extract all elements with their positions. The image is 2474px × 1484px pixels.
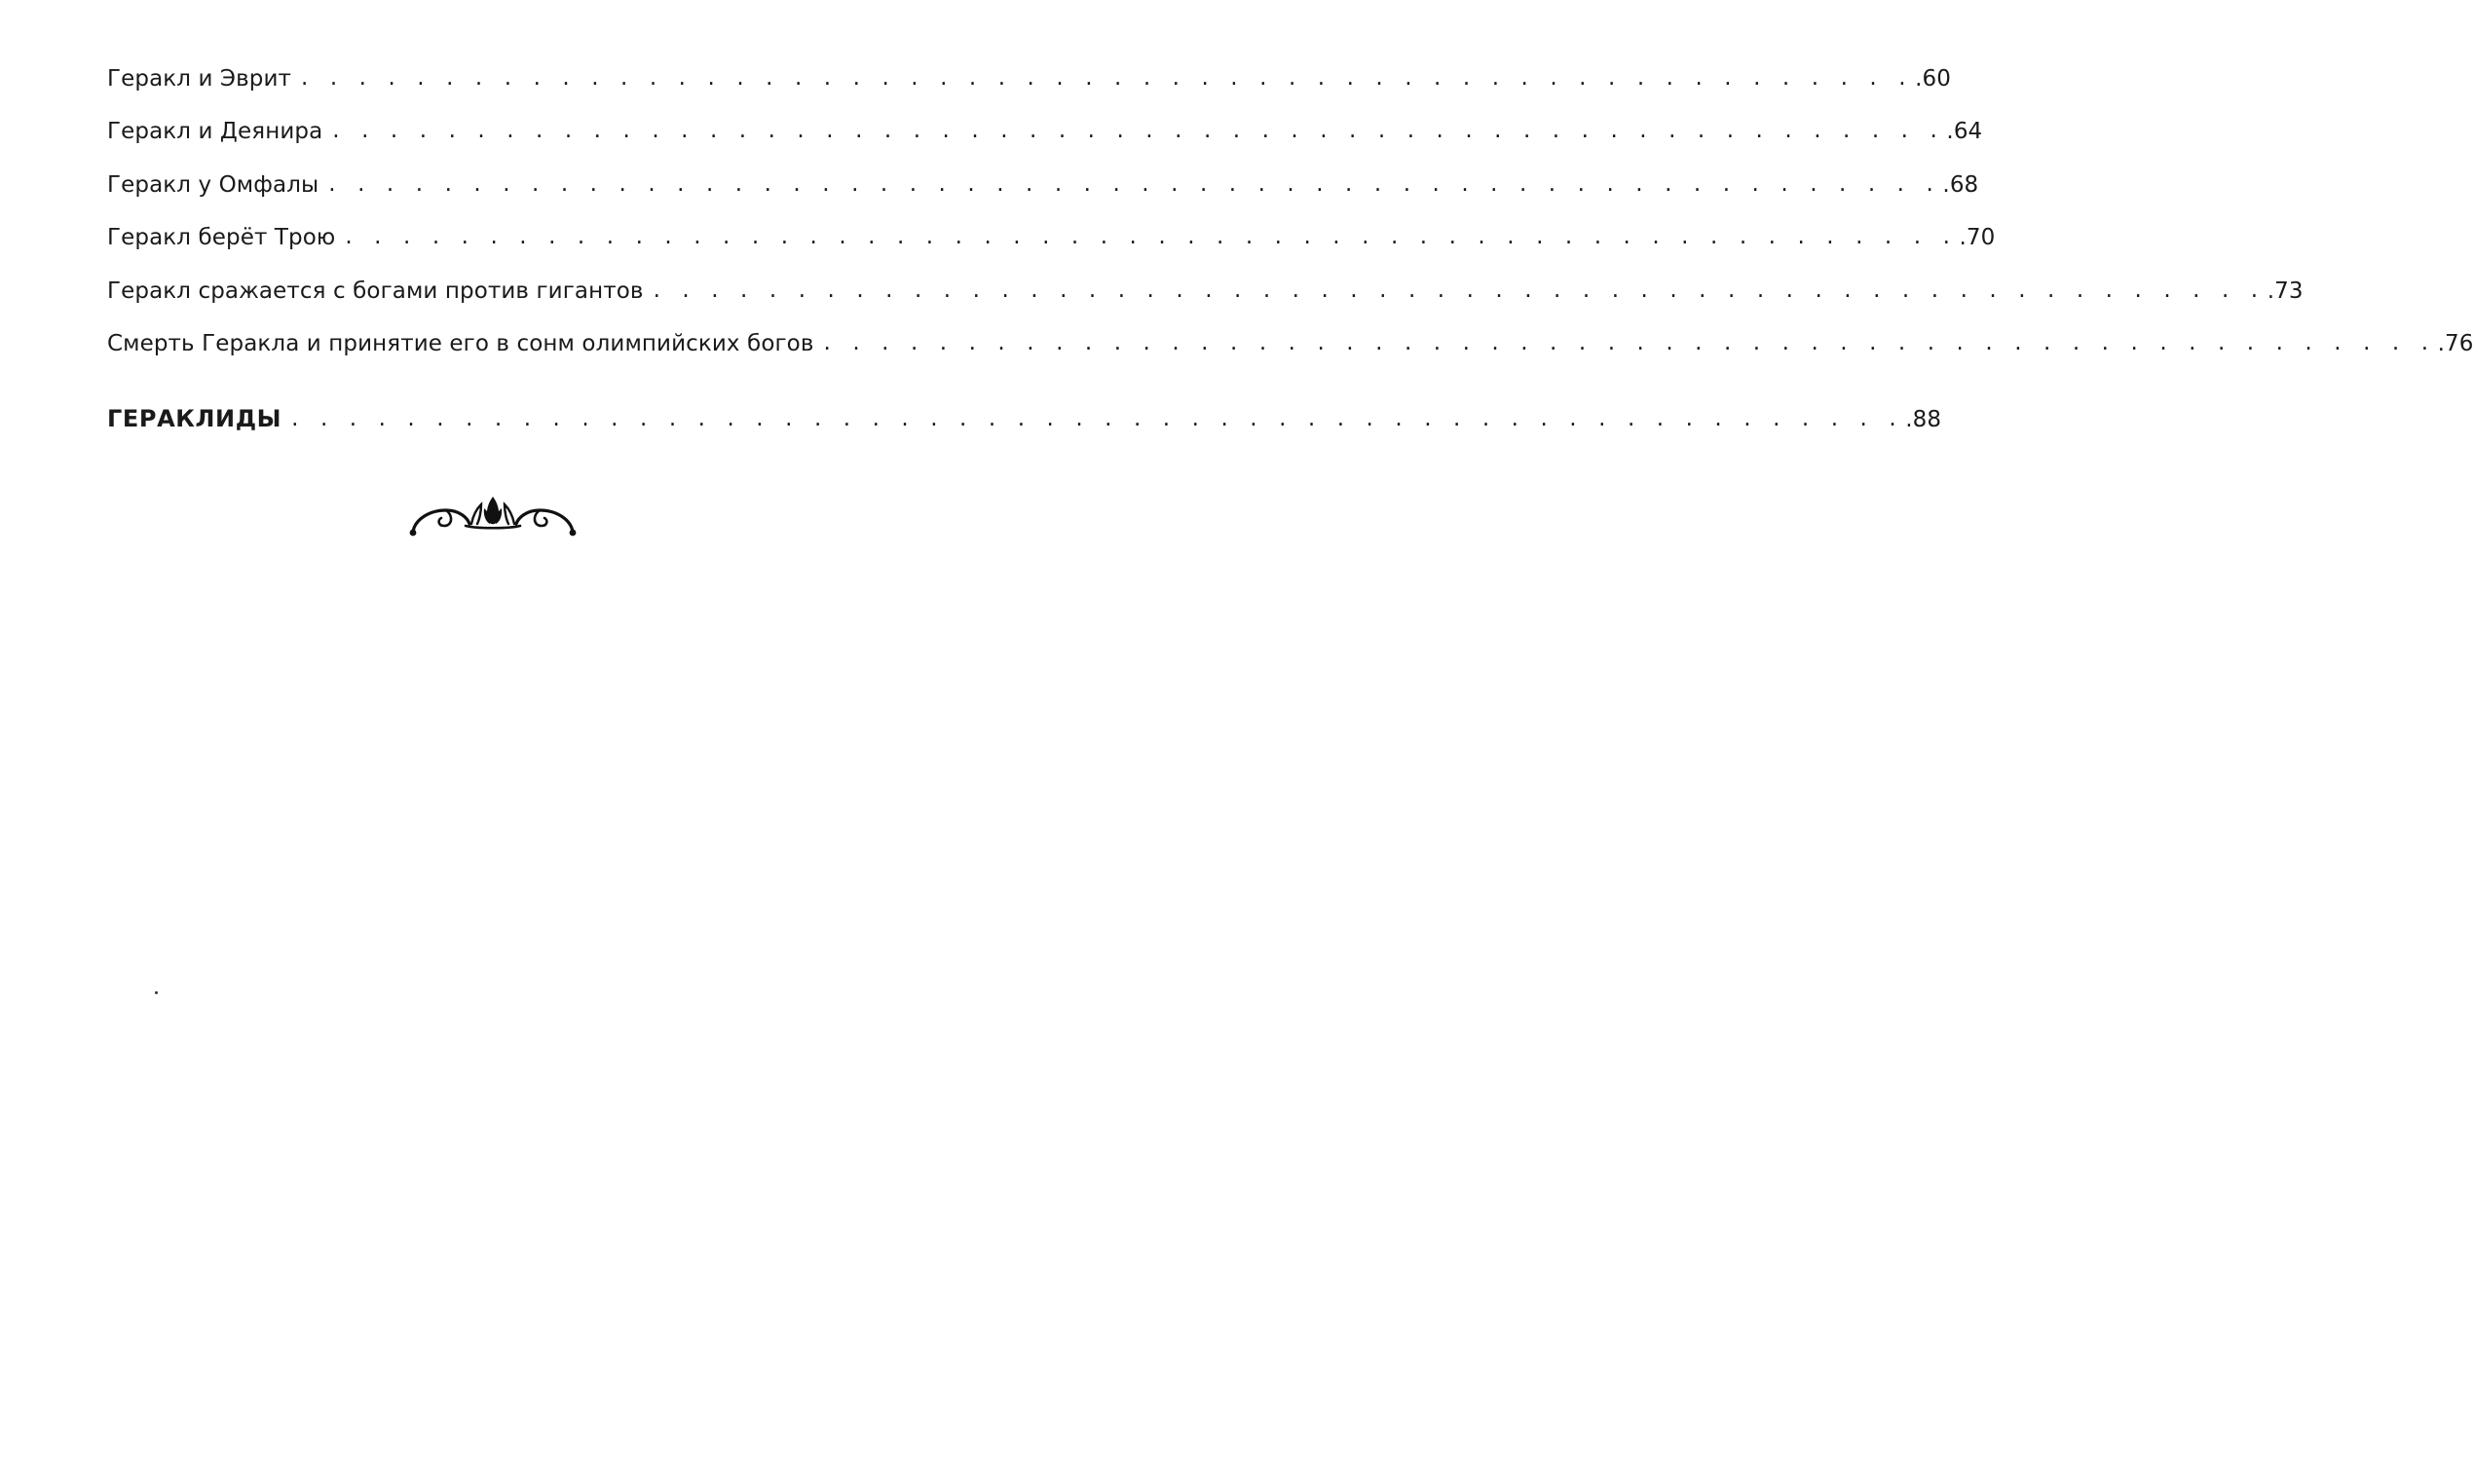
dot-leader: . . . . . . . . . . . . . . . . . . . . . . . . . . . . . . . . . . . . . . . . . . . . . . . . . . . . . . . . (823, 329, 2436, 355)
toc-entry (107, 277, 2304, 331)
dot-leader: . . . . . . . . . . . . . . . . . . . . . . . . . . . . . . . . . . . . . . . . . . . . . . . . . . . . . . . . (291, 406, 1904, 432)
fleuron-ornament-icon (407, 495, 579, 538)
toc-entry-title: Геракл берёт Трою (107, 225, 336, 251)
toc-entry-title: Геракл у Омфалы (107, 171, 319, 198)
toc-entry-page: .60 (1915, 66, 1952, 92)
toc-entry-title: Геракл и Деянира (107, 119, 323, 145)
toc-section-entry (107, 405, 1942, 458)
dot-leader: . . . . . . . . . . . . . . . . . . . . . . . . . . . . . . . . . . . . . . . . . . . . . . . . . . . . . . . . (653, 277, 2266, 303)
toc-entry-page: .68 (1942, 171, 1979, 198)
toc-entry-title: Смерть Геракла и принятие его в сонм олимпийских богов (107, 330, 814, 356)
toc-entry (107, 65, 1952, 119)
toc-section-page: .88 (1905, 407, 1942, 433)
toc-entry (107, 118, 1983, 171)
dot-leader: . . . . . . . . . . . . . . . . . . . . . . . . . . . . . . . . . . . . . . . . . . . . . . . . . . . . . . . . (301, 65, 1914, 91)
toc-section-title: ГЕРАКЛИДЫ (107, 405, 282, 433)
toc-entry (107, 329, 2474, 384)
print-speck (155, 991, 158, 994)
toc-entry (107, 170, 1979, 225)
toc-entry-page: .73 (2267, 278, 2304, 304)
toc-entry-title: Геракл сражается с богами против гигантов (107, 278, 644, 304)
toc-entry-page: .76 (2437, 330, 2474, 356)
toc-entry (107, 224, 1996, 278)
dot-leader: . . . . . . . . . . . . . . . . . . . . . . . . . . . . . . . . . . . . . . . . . . . . . . . . . . . . . . . . (345, 224, 1958, 250)
toc-entry-title: Геракл и Эврит (107, 66, 291, 92)
dot-leader: . . . . . . . . . . . . . . . . . . . . . . . . . . . . . . . . . . . . . . . . . . . . . . . . . . . . . . . . (328, 170, 1941, 197)
table-of-contents (107, 65, 2474, 459)
dot-leader: . . . . . . . . . . . . . . . . . . . . . . . . . . . . . . . . . . . . . . . . . . . . . . . . . . . . . . . . (332, 118, 1945, 144)
toc-entry-page: .70 (1959, 225, 1996, 251)
toc-entry-page: .64 (1946, 119, 1983, 145)
